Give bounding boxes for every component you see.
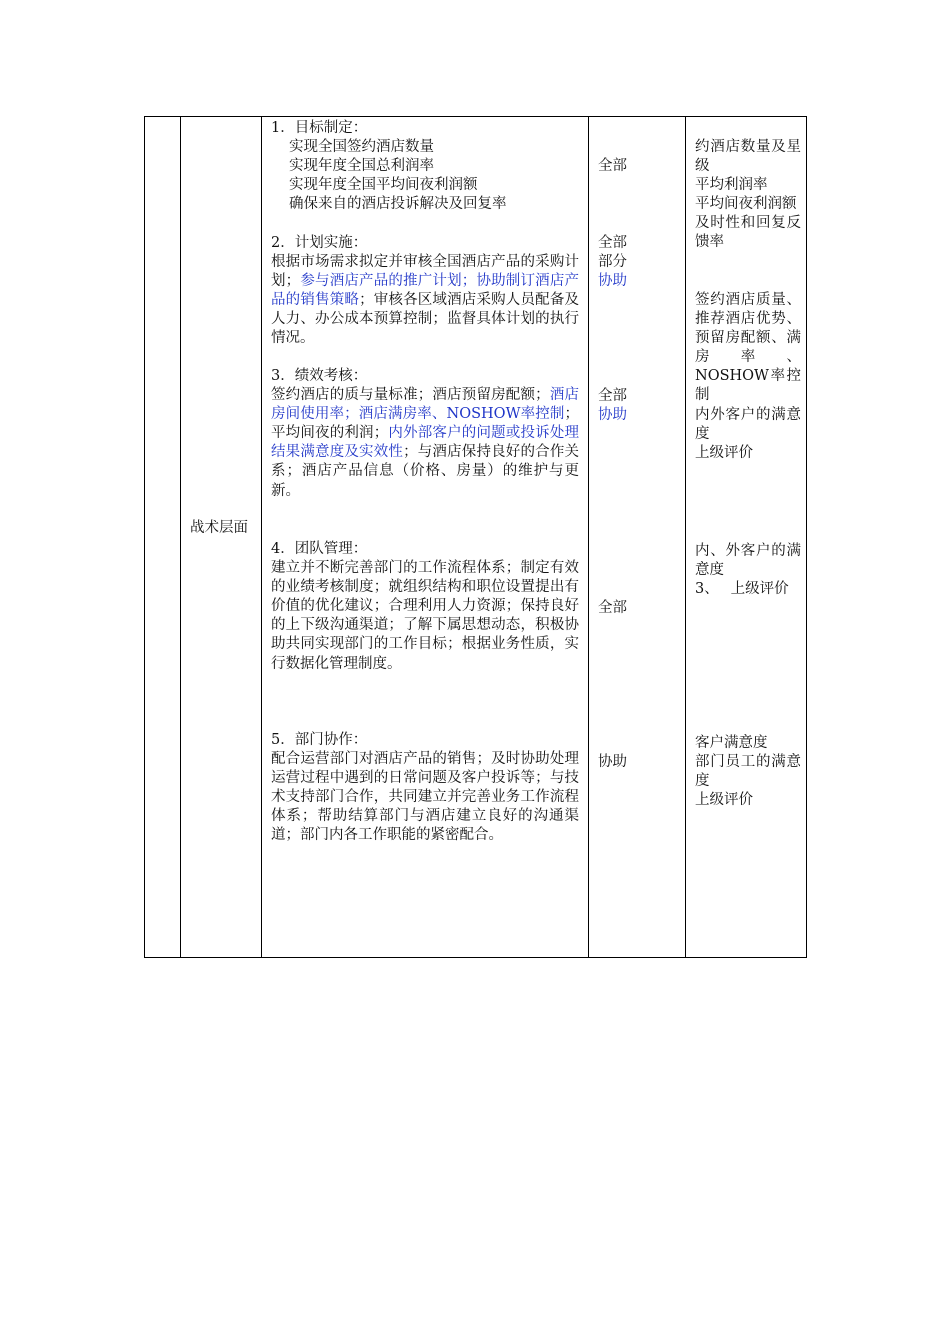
goal-item: 确保来自的酒店投诉解决及回复率 [289, 196, 507, 213]
highlighted-text: 内外部客户的问题或投诉处理结果满意度及实效性 [271, 425, 580, 461]
section-body: 根据市场需求拟定并审核全国酒店产品的采购计划；参与酒店产品的推广计划；协助制订酒店产品的销售策略；审核各区域酒店采购人员配备及人力、办公成本预算控制；监督具体计划的执行情况。 [271, 254, 580, 347]
duties-section-4 [271, 540, 579, 674]
criteria-s3: 签约酒店质量、推荐酒店优势、预留房配额、满房率、NOSHOW率控制 内外客户的满意度 上级评价 [695, 292, 801, 461]
responsibility-table [144, 116, 807, 958]
duties-section-2 [271, 234, 579, 349]
highlighted-text: 酒店房间使用率；酒店满房率、NOSHOW率控制 [271, 387, 580, 423]
row-label: 战术层面 [190, 520, 248, 536]
section-body: 建立并不断完善部门的工作流程体系；制定有效的业绩考核制度；就组织结构和职位设置提出有价值的优化建议；合理利用人力资源；保持良好的上下级沟通渠道；了解下属思想动态，积极协助共同实现部门的工作目标；根据业务性质，实行数据化管理制度。 [271, 560, 579, 672]
section-heading: 2．计划实施： [271, 235, 368, 251]
section-body: 签约酒店的质与量标准；酒店预留房配额；酒店房间使用率；酒店满房率、NOSHOW率控制；平均间夜的利润；内外部客户的问题或投诉处理结果满意度及实效性；与酒店保持良好的合作关系；酒店产品信息（价格、房量）的维护与更新。 [271, 387, 580, 499]
criteria-s5: 客户满意度 部门员工的满意度 上级评价 [695, 735, 801, 809]
section-heading: 3．绩效考核： [271, 368, 368, 384]
authority-s4: 全部 [598, 600, 627, 616]
authority-s3: 全部 协助 [598, 388, 627, 424]
authority-s2: 全部 部分 协助 [598, 235, 627, 290]
highlighted-text: 参与酒店产品的推广计划；协助制订酒店产品的销售策略 [271, 273, 580, 309]
goal-item: 实现年度全国总利润率 [289, 158, 434, 175]
column-divider [180, 117, 181, 957]
authority-s5: 协助 [598, 754, 627, 770]
section-heading: 1．目标制定： [271, 120, 368, 136]
authority-s1: 全部 [598, 158, 627, 174]
column-divider [261, 117, 262, 957]
duties-section-5 [271, 731, 579, 846]
column-divider [685, 117, 686, 957]
section-heading: 4．团队管理： [271, 541, 368, 557]
duties-section-3 [271, 367, 579, 501]
section-body: 配合运营部门对酒店产品的销售；及时协助处理运营过程中遇到的日常问题及客户投诉等；与技术支持部门合作，共同建立并完善业务工作流程体系；帮助结算部门与酒店建立良好的沟通渠道；部门内各工作职能的紧密配合。 [271, 751, 579, 844]
goal-item: 实现年度全国平均间夜利润额 [289, 177, 478, 194]
section-heading: 5．部门协作： [271, 732, 368, 748]
duties-section-1 [271, 119, 579, 214]
criteria-s1: 约酒店数量及星级 平均利润率 平均间夜利润额 及时性和回复反馈率 [695, 139, 801, 251]
goal-item: 实现全国签约酒店数量 [289, 139, 434, 156]
criteria-s4: 内、外客户的满意度 3、 上级评价 [695, 543, 801, 598]
column-divider [588, 117, 589, 957]
